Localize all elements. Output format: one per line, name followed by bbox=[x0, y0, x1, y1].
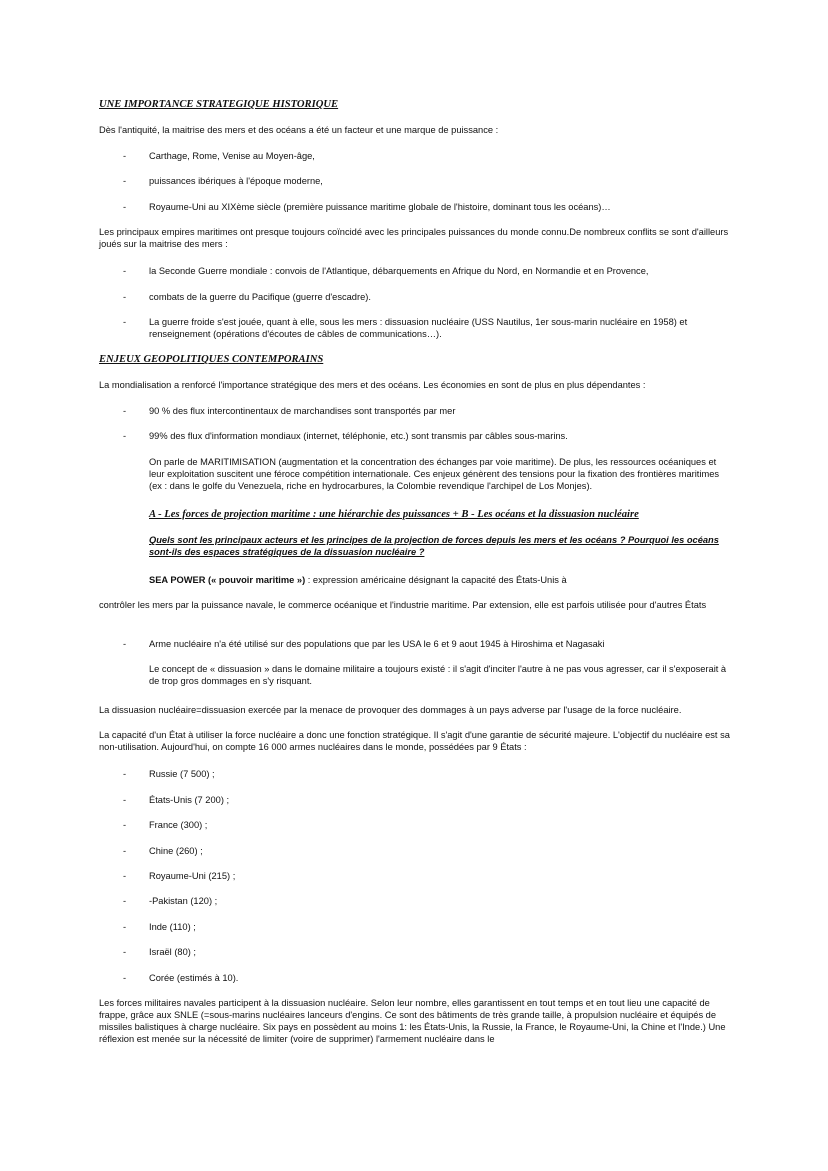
list-item: - 90 % des flux intercontinentaux de marchandises sont transportés par mer bbox=[123, 406, 456, 416]
list-item: - France (300) ; bbox=[123, 820, 208, 830]
mondialisation-paragraph: La mondialisation a renforcé l'importance stratégique des mers et des océans. Les économies en sont de plus en plus dépendantes : bbox=[99, 380, 646, 390]
maritimisation-paragraph: On parle de MARITIMISATION (augmentation et la concentration des échanges par voie maritime). De plus, les ressources océaniques et leur exploitation suscitent une féroce compétition internationale. Ces enjeux génèrent des tensions pour la fixation des frontières maritimes (ex : dans le golfe du Venezuela, riche en hydrocarbures, la Colombie revendique l'archipel de Los Monjes). bbox=[149, 457, 720, 491]
list-item: - Royaume-Uni au XIXème siècle (première puissance maritime globale de l'histoire, dominant tous les océans)… bbox=[123, 202, 611, 212]
section-heading-historique: UNE IMPORTANCE STRATEGIQUE HISTORIQUE bbox=[99, 99, 339, 110]
list-item: - Corée (estimés à 10). bbox=[123, 973, 239, 983]
seapower-continuation: contrôler les mers par la puissance navale, le commerce océanique et l'industrie maritime. Par extension, elle est parfois utilisée pour d'autres États bbox=[99, 600, 707, 610]
list-item: - Russie (7 500) ; bbox=[123, 769, 215, 779]
seapower-def: : expression américaine désignant la capacité des États-Unis à bbox=[305, 575, 567, 585]
list-item: - Carthage, Rome, Venise au Moyen-âge, bbox=[123, 151, 315, 161]
seapower-term: SEA POWER (« pouvoir maritime ») bbox=[149, 575, 306, 585]
list-item: - Inde (110) ; bbox=[123, 922, 196, 932]
definition-paragraph: La dissuasion nucléaire=dissuasion exercée par la menace de provoquer des dommages à un pays adverse par l'usage de la force nucléaire. bbox=[99, 705, 682, 715]
list-item: - Arme nucléaire n'a été utilisé sur des populations que par les USA le 6 et 9 aout 1945 à Hiroshima et Nagasaki bbox=[123, 639, 605, 649]
intro-paragraph: Dès l'antiquité, la maitrise des mers et des océans a été un facteur et une marque de puissance : bbox=[99, 125, 499, 135]
list-item: - Israël (80) ; bbox=[123, 947, 197, 957]
list-item: - États-Unis (7 200) ; bbox=[123, 795, 230, 805]
list-item: - -Pakistan (120) ; bbox=[123, 896, 218, 906]
list-item: - combats de la guerre du Pacifique (guerre d'escadre). bbox=[123, 292, 371, 302]
capacity-paragraph: La capacité d'un État à utiliser la force nucléaire a donc une fonction stratégique. Il s'agit d'une garantie de sécurité majeure. L'objectif du nucléaire est sa non-utilisation. Aujourd'hui, on compte 16 000 armes nucléaires dans le monde, possédées par 9 États : bbox=[99, 730, 730, 752]
final-paragraph: Les forces militaires navales participent à la dissuasion nucléaire. Selon leur nombre, elles garantissent en tout temps et en tout lieu une capacité de frappe, grâce aux SNLE (=sous-marins nucléaires lanceurs d'engins. Ce sont des bâtiments de très grande taille, à propulsion nucléaire et équipés de missiles balistiques à charge nucléaire. Six pays en possèdent au moins 1: les États-Unis, la Russie, la France, le Royaume-Uni, la Chine et l'Inde.) Une réflexion est menée sur la nécessité de limiter (voire de supprimer) l'armement nucléaire dans le bbox=[99, 998, 726, 1044]
list-item: - puissances ibériques à l'époque moderne, bbox=[123, 176, 323, 186]
empires-paragraph: Les principaux empires maritimes ont presque toujours coïncidé avec les principales puissances du monde connu.De nombreux conflits se sont d'ailleurs joués sur la maitrise des mers : bbox=[99, 227, 729, 249]
list-item: - La guerre froide s'est jouée, quant à elle, sous les mers : dissuasion nucléaire (USS Nautilus, 1er sous-marin nucléaire en 1958) et renseignement (opérations d'écoutes de câbles de communications…). bbox=[123, 317, 688, 339]
question-text: Quels sont les principaux acteurs et les principes de la projection de forces depuis les mers et les océans ? Pourquoi les océans sont-ils des espaces stratégiques de la dissuasion nucléaire ? bbox=[149, 535, 719, 557]
seapower-definition bbox=[149, 574, 731, 586]
list-item: - la Seconde Guerre mondiale : convois de l'Atlantique, débarquements en Afrique du Nord, en Normandie et en Provence, bbox=[123, 266, 649, 276]
section-heading-enjeux: ENJEUX GEOPOLITIQUES CONTEMPORAINS bbox=[99, 354, 324, 365]
concept-paragraph: Le concept de « dissuasion » dans le domaine militaire a toujours existé : il s'agit d'inciter l'autre à ne pas vous agresser, car il s'exposerait à de trop gros dommages en s'y risquant. bbox=[149, 664, 727, 686]
list-item: - 99% des flux d'information mondiaux (internet, téléphonie, etc.) sont transmis par câbles sous-marins. bbox=[123, 431, 568, 441]
list-item: - Royaume-Uni (215) ; bbox=[123, 871, 236, 881]
list-item: - Chine (260) ; bbox=[123, 846, 203, 856]
subheading-forces: A - Les forces de projection maritime : une hiérarchie des puissances + B - Les océans et la dissuasion nucléaire bbox=[149, 509, 639, 520]
